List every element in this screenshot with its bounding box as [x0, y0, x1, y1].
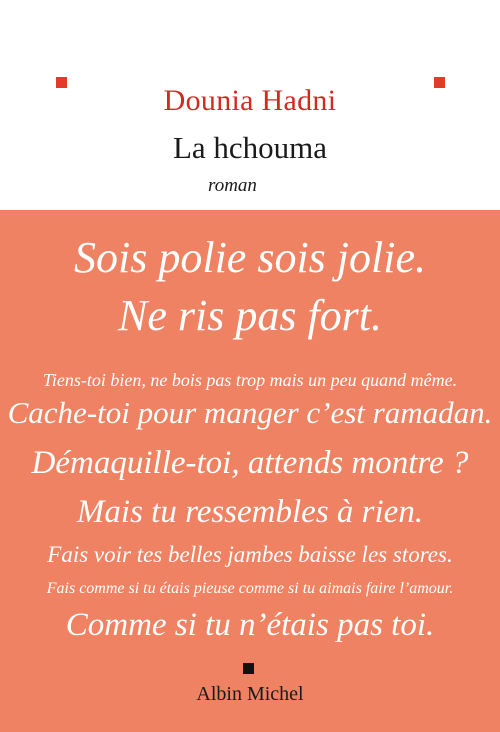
book-title: La hchouma — [172, 130, 328, 165]
black-square-mark — [243, 663, 254, 674]
author-name: Dounia Hadni — [163, 84, 337, 117]
publisher-name: Albin Michel — [196, 683, 304, 705]
quote-line: Mais tu ressembles à rien. — [76, 494, 424, 530]
cover-header — [0, 0, 500, 210]
quote-line: Fais comme si tu étais pieuse comme si tu aimais faire l’amour. — [46, 580, 454, 597]
quote-line: Ne ris pas fort. — [117, 291, 383, 340]
genre-label: roman — [208, 175, 257, 196]
quote-line: Tiens-toi bien, ne bois pas trop mais un peu quand même. — [42, 370, 458, 390]
quote-panel — [0, 210, 500, 732]
quote-line: Cache-toi pour manger c’est ramadan. — [7, 395, 493, 430]
quote-line: Comme si tu n’étais pas toi. — [65, 607, 435, 643]
quote-line: Sois polie sois jolie. — [74, 233, 426, 282]
quote-line: Démaquille-toi, attends montre ? — [31, 445, 469, 481]
quote-line: Fais voir tes belles jambes baisse les stores. — [47, 542, 453, 567]
